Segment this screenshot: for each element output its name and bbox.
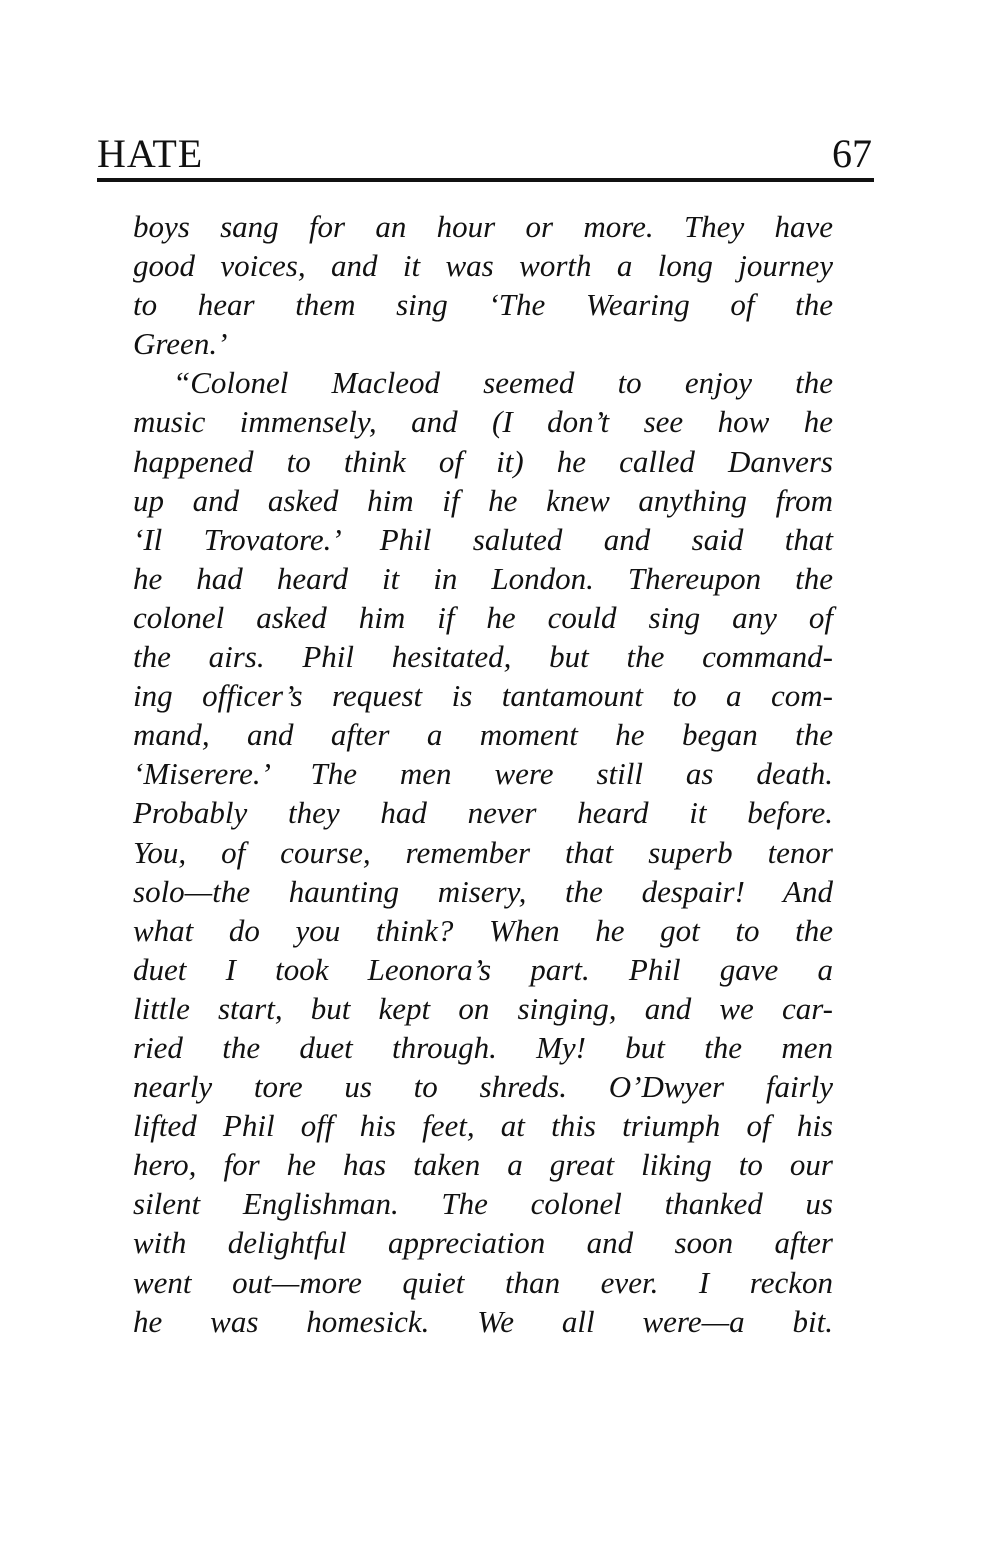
- body-text: [133, 207, 833, 1341]
- text-line: hero, for he has taken a great liking to our: [133, 1147, 833, 1183]
- text-line: what do you think? When he got to the: [133, 912, 833, 948]
- text-line: Green.’: [133, 326, 228, 362]
- text-line: colonel asked him if he could sing any of: [133, 599, 833, 635]
- text-line: mand, and after a moment he began the: [133, 717, 833, 753]
- text-line: boys sang for an hour or more. They have: [133, 209, 833, 244]
- text-line: ried the duet through. My! but the men: [133, 1029, 833, 1065]
- text-line: happened to think of it) he called Danvers: [133, 443, 833, 479]
- text-line: You, of course, remember that superb tenor: [133, 834, 833, 870]
- text-line: ‘Miserere.’ The men were still as death.: [133, 756, 833, 792]
- text-line: duet I took Leonora’s part. Phil gave a: [133, 951, 833, 987]
- text-line: little start, but kept on singing, and we car-: [133, 990, 833, 1026]
- text-line: the airs. Phil hesitated, but the command-: [133, 639, 833, 675]
- text-line: nearly tore us to shreds. O’Dwyer fairly: [133, 1069, 833, 1105]
- text-line: lifted Phil off his feet, at this triumph of his: [133, 1108, 833, 1144]
- running-head-title: HATE: [97, 131, 204, 176]
- text-line: went out—more quiet than ever. I reckon: [133, 1264, 833, 1300]
- text-line: good voices, and it was worth a long journey: [133, 248, 833, 284]
- text-line: ‘Il Trovatore.’ Phil saluted and said that: [133, 521, 833, 557]
- text-line: he was homesick. We all were—a bit.: [133, 1303, 833, 1339]
- text-line: ing officer’s request is tantamount to a com-: [133, 678, 833, 714]
- text-line: “Colonel Macleod seemed to enjoy the: [173, 365, 833, 401]
- running-head: [97, 128, 874, 182]
- text-line: solo—the haunting misery, the despair! And: [133, 873, 833, 909]
- text-line: music immensely, and (I don’t see how he: [133, 404, 833, 440]
- text-line: to hear them sing ‘The Wearing of the: [133, 287, 833, 323]
- text-line: Probably they had never heard it before.: [133, 795, 833, 831]
- page-number: 67: [832, 131, 872, 176]
- text-line: he had heard it in London. Thereupon the: [133, 560, 833, 596]
- text-line: up and asked him if he knew anything from: [133, 482, 833, 518]
- text-line: with delightful appreciation and soon after: [133, 1225, 833, 1261]
- text-line: silent Englishman. The colonel thanked us: [133, 1186, 833, 1222]
